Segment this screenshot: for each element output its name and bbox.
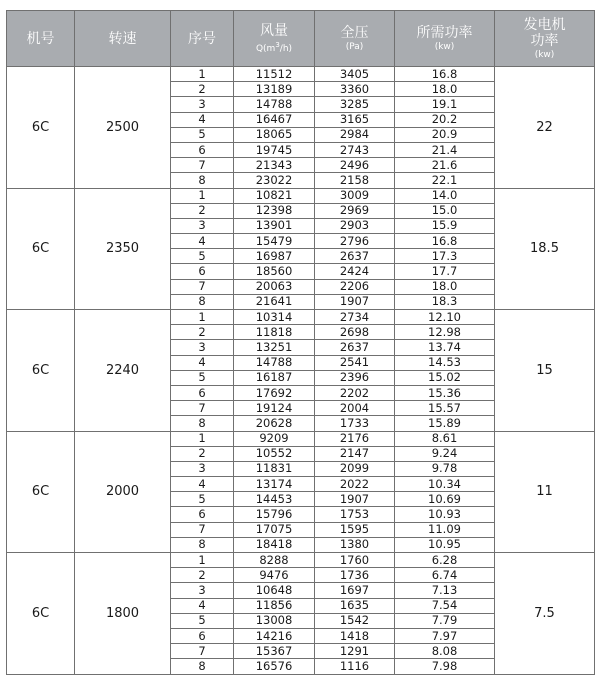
table-row <box>7 188 595 203</box>
cell-pressure: 2099 <box>315 461 395 476</box>
cell-pressure: 2796 <box>315 234 395 249</box>
cell-pressure: 1733 <box>315 416 395 431</box>
cell-power: 18.0 <box>395 82 495 97</box>
cell-seq: 2 <box>171 82 234 97</box>
header-model: 机号 <box>7 11 75 67</box>
cell-pressure: 2147 <box>315 446 395 461</box>
cell-pressure: 2496 <box>315 158 395 173</box>
cell-seq: 2 <box>171 446 234 461</box>
cell-pressure: 2541 <box>315 355 395 370</box>
header-motor-line1: 发电机 <box>523 16 566 33</box>
cell-airflow: 18065 <box>234 127 315 142</box>
cell-seq: 3 <box>171 340 234 355</box>
header-motor-line2: 功率 <box>530 32 559 49</box>
cell-pressure: 2903 <box>315 218 395 233</box>
cell-power: 22.1 <box>395 173 495 188</box>
cell-power: 18.3 <box>395 294 495 309</box>
cell-airflow: 21641 <box>234 294 315 309</box>
cell-airflow: 11512 <box>234 67 315 82</box>
cell-airflow: 19745 <box>234 142 315 157</box>
cell-airflow: 16987 <box>234 249 315 264</box>
cell-airflow: 17075 <box>234 522 315 537</box>
cell-pressure: 1418 <box>315 628 395 643</box>
header-power <box>395 11 495 67</box>
cell-airflow: 18560 <box>234 264 315 279</box>
cell-seq: 7 <box>171 158 234 173</box>
cell-pressure: 2637 <box>315 340 395 355</box>
cell-speed: 2240 <box>75 310 171 432</box>
cell-pressure: 2984 <box>315 127 395 142</box>
cell-pressure: 2176 <box>315 431 395 446</box>
cell-motor-power: 11 <box>495 431 595 553</box>
cell-airflow: 13008 <box>234 613 315 628</box>
cell-pressure: 3165 <box>315 112 395 127</box>
cell-seq: 8 <box>171 537 234 552</box>
table-row <box>7 310 595 325</box>
cell-pressure: 3405 <box>315 67 395 82</box>
cell-airflow: 16576 <box>234 659 315 674</box>
cell-seq: 6 <box>171 385 234 400</box>
cell-motor-power: 7.5 <box>495 553 595 675</box>
cell-airflow: 12398 <box>234 203 315 218</box>
header-power-label: 所需功率 <box>416 24 473 41</box>
cell-airflow: 11831 <box>234 461 315 476</box>
cell-seq: 3 <box>171 583 234 598</box>
cell-power: 6.74 <box>395 568 495 583</box>
cell-pressure: 2424 <box>315 264 395 279</box>
cell-pressure: 2743 <box>315 142 395 157</box>
cell-pressure: 2206 <box>315 279 395 294</box>
cell-seq: 1 <box>171 188 234 203</box>
cell-seq: 1 <box>171 553 234 568</box>
cell-power: 6.28 <box>395 553 495 568</box>
cell-seq: 6 <box>171 507 234 522</box>
cell-airflow: 19124 <box>234 401 315 416</box>
cell-seq: 8 <box>171 294 234 309</box>
cell-airflow: 13189 <box>234 82 315 97</box>
cell-power: 15.02 <box>395 370 495 385</box>
cell-airflow: 23022 <box>234 173 315 188</box>
cell-airflow: 13174 <box>234 477 315 492</box>
header-airflow <box>234 11 315 67</box>
cell-motor-power: 18.5 <box>495 188 595 310</box>
cell-airflow: 9209 <box>234 431 315 446</box>
cell-pressure: 1753 <box>315 507 395 522</box>
cell-seq: 4 <box>171 598 234 613</box>
cell-power: 7.97 <box>395 628 495 643</box>
cell-speed: 2000 <box>75 431 171 553</box>
cell-seq: 5 <box>171 370 234 385</box>
cell-model: 6C <box>7 310 75 432</box>
cell-seq: 8 <box>171 659 234 674</box>
cell-seq: 7 <box>171 279 234 294</box>
cell-seq: 5 <box>171 613 234 628</box>
cell-power: 15.0 <box>395 203 495 218</box>
cell-power: 20.9 <box>395 127 495 142</box>
fan-performance-table <box>6 10 595 675</box>
cell-seq: 7 <box>171 522 234 537</box>
cell-pressure: 1736 <box>315 568 395 583</box>
cell-power: 21.4 <box>395 142 495 157</box>
cell-model: 6C <box>7 188 75 310</box>
cell-airflow: 14453 <box>234 492 315 507</box>
cell-power: 10.95 <box>395 537 495 552</box>
cell-motor-power: 22 <box>495 67 595 189</box>
header-pressure-unit: (Pa) <box>345 41 364 52</box>
cell-power: 11.09 <box>395 522 495 537</box>
cell-pressure: 2734 <box>315 310 395 325</box>
cell-seq: 4 <box>171 477 234 492</box>
cell-model: 6C <box>7 67 75 189</box>
cell-airflow: 10314 <box>234 310 315 325</box>
cell-speed: 2350 <box>75 188 171 310</box>
cell-seq: 6 <box>171 628 234 643</box>
cell-seq: 5 <box>171 249 234 264</box>
cell-seq: 3 <box>171 218 234 233</box>
cell-pressure: 2698 <box>315 325 395 340</box>
cell-pressure: 1595 <box>315 522 395 537</box>
table-body <box>7 67 595 675</box>
cell-power: 9.78 <box>395 461 495 476</box>
cell-airflow: 11818 <box>234 325 315 340</box>
cell-airflow: 17692 <box>234 385 315 400</box>
cell-pressure: 2022 <box>315 477 395 492</box>
cell-pressure: 3285 <box>315 97 395 112</box>
cell-power: 15.57 <box>395 401 495 416</box>
cell-pressure: 1291 <box>315 644 395 659</box>
cell-power: 18.0 <box>395 279 495 294</box>
cell-airflow: 14788 <box>234 97 315 112</box>
table-header <box>7 11 595 67</box>
cell-power: 16.8 <box>395 67 495 82</box>
cell-airflow: 15479 <box>234 234 315 249</box>
table-row <box>7 553 595 568</box>
cell-airflow: 9476 <box>234 568 315 583</box>
cell-power: 14.0 <box>395 188 495 203</box>
cell-airflow: 10821 <box>234 188 315 203</box>
cell-airflow: 14216 <box>234 628 315 643</box>
cell-power: 12.98 <box>395 325 495 340</box>
cell-model: 6C <box>7 553 75 675</box>
cell-airflow: 10552 <box>234 446 315 461</box>
cell-airflow: 13251 <box>234 340 315 355</box>
cell-seq: 5 <box>171 127 234 142</box>
cell-power: 7.54 <box>395 598 495 613</box>
cell-pressure: 3009 <box>315 188 395 203</box>
cell-pressure: 2202 <box>315 385 395 400</box>
cell-model: 6C <box>7 431 75 553</box>
cell-airflow: 8288 <box>234 553 315 568</box>
cell-power: 19.1 <box>395 97 495 112</box>
cell-power: 9.24 <box>395 446 495 461</box>
cell-power: 20.2 <box>395 112 495 127</box>
cell-airflow: 10648 <box>234 583 315 598</box>
cell-power: 21.6 <box>395 158 495 173</box>
cell-power: 8.08 <box>395 644 495 659</box>
cell-power: 7.98 <box>395 659 495 674</box>
cell-pressure: 1697 <box>315 583 395 598</box>
cell-power: 10.93 <box>395 507 495 522</box>
cell-airflow: 16467 <box>234 112 315 127</box>
cell-pressure: 1635 <box>315 598 395 613</box>
cell-seq: 8 <box>171 416 234 431</box>
cell-airflow: 13901 <box>234 218 315 233</box>
cell-airflow: 16187 <box>234 370 315 385</box>
cell-seq: 7 <box>171 401 234 416</box>
cell-motor-power: 15 <box>495 310 595 432</box>
cell-seq: 4 <box>171 234 234 249</box>
cell-pressure: 3360 <box>315 82 395 97</box>
header-seq: 序号 <box>171 11 234 67</box>
cell-airflow: 15796 <box>234 507 315 522</box>
cell-speed: 2500 <box>75 67 171 189</box>
cell-seq: 2 <box>171 325 234 340</box>
header-airflow-label: 风量 <box>260 22 288 39</box>
header-power-unit: (kw) <box>434 41 455 52</box>
table-row <box>7 67 595 82</box>
cell-power: 10.69 <box>395 492 495 507</box>
header-speed: 转速 <box>75 11 171 67</box>
cell-seq: 1 <box>171 310 234 325</box>
cell-power: 14.53 <box>395 355 495 370</box>
cell-pressure: 1380 <box>315 537 395 552</box>
cell-power: 15.36 <box>395 385 495 400</box>
cell-power: 12.10 <box>395 310 495 325</box>
cell-airflow: 11856 <box>234 598 315 613</box>
cell-pressure: 2004 <box>315 401 395 416</box>
cell-pressure: 2637 <box>315 249 395 264</box>
header-pressure <box>315 11 395 67</box>
cell-seq: 1 <box>171 67 234 82</box>
cell-pressure: 2158 <box>315 173 395 188</box>
cell-pressure: 2969 <box>315 203 395 218</box>
cell-seq: 3 <box>171 97 234 112</box>
cell-airflow: 20063 <box>234 279 315 294</box>
cell-power: 17.3 <box>395 249 495 264</box>
cell-power: 13.74 <box>395 340 495 355</box>
header-pressure-label: 全压 <box>340 24 369 41</box>
cell-seq: 4 <box>171 112 234 127</box>
header-motor-unit: (kw) <box>534 49 555 60</box>
cell-pressure: 1116 <box>315 659 395 674</box>
header-airflow-unit: $Q(m^3/h)$ <box>255 40 293 54</box>
cell-power: 7.13 <box>395 583 495 598</box>
cell-power: 10.34 <box>395 477 495 492</box>
cell-pressure: 1760 <box>315 553 395 568</box>
cell-airflow: 20628 <box>234 416 315 431</box>
cell-power: 17.7 <box>395 264 495 279</box>
cell-pressure: 1907 <box>315 492 395 507</box>
cell-pressure: 2396 <box>315 370 395 385</box>
header-row <box>7 11 595 67</box>
cell-seq: 6 <box>171 264 234 279</box>
cell-power: 16.8 <box>395 234 495 249</box>
cell-power: 7.79 <box>395 613 495 628</box>
cell-power: 8.61 <box>395 431 495 446</box>
cell-airflow: 18418 <box>234 537 315 552</box>
table-row <box>7 431 595 446</box>
cell-seq: 5 <box>171 492 234 507</box>
cell-seq: 2 <box>171 203 234 218</box>
cell-seq: 2 <box>171 568 234 583</box>
cell-pressure: 1907 <box>315 294 395 309</box>
cell-seq: 4 <box>171 355 234 370</box>
cell-airflow: 21343 <box>234 158 315 173</box>
cell-airflow: 14788 <box>234 355 315 370</box>
header-motor-power <box>495 11 595 67</box>
cell-seq: 7 <box>171 644 234 659</box>
cell-seq: 1 <box>171 431 234 446</box>
cell-speed: 1800 <box>75 553 171 675</box>
cell-seq: 3 <box>171 461 234 476</box>
cell-pressure: 1542 <box>315 613 395 628</box>
cell-airflow: 15367 <box>234 644 315 659</box>
cell-seq: 8 <box>171 173 234 188</box>
cell-power: 15.9 <box>395 218 495 233</box>
cell-power: 15.89 <box>395 416 495 431</box>
cell-seq: 6 <box>171 142 234 157</box>
